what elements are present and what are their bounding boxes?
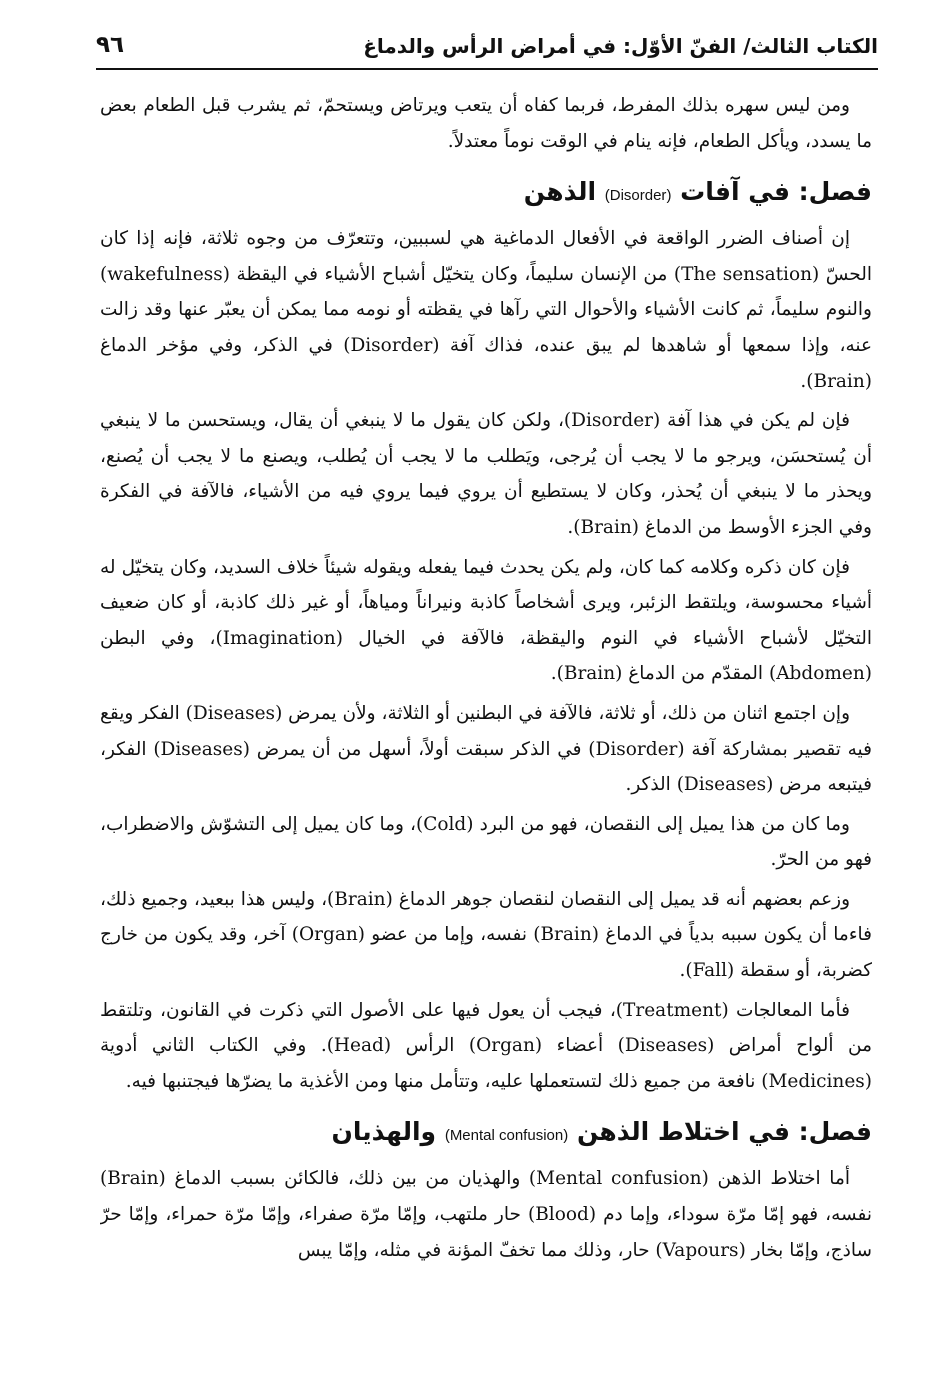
paragraph: إن أصناف الضرر الواقعة في الأفعال الدماغية هي لسببين، وتتعرّف من وجوه ثلاثة، فإنه إذا كان الحسّ (The sensation) من الإنسان سليماً، وكان يتخيّل أشباح الأشياء في اليقظة (wakefulness) والنوم سليماً، ثم كانت الأشياء والأحوال التي رآها في يقظته أو نومه مما يمكن أن يعبّر عنها وقد زالت عنه، وإذا سمعها أو شاهدها لم يبق عنده، فذاك آفة (Disorder) في الذكر، وفي مؤخر الدماغ (Brain). <box>100 228 872 392</box>
section-heading-text-end: الذهن <box>523 177 597 207</box>
section-heading-text: فصل: في آفات <box>680 177 872 207</box>
paragraph: فإن كان ذكره وكلامه كما كان، ولم يكن يحدث فيما يفعله ويقوله شيئاً خلاف السديد، وكان يتخيّل له أشياء محسوسة، ويلتقط الزئبر، ويرى أشخاصاً كاذبة ونيراناً ومياهاً، أو غير ذلك كاذبة، أو كان ضعيف التخيّل لأشباح الأشياء في النوم واليقظة، فالآفة في الخيال (Imagination)، وفي البطن (Abdomen) المقدّم من الدماغ (Brain). <box>100 556 872 685</box>
paragraph: فإن لم يكن في هذا آفة (Disorder)، ولكن كان يقول ما لا ينبغي أن يقال، ويستحسن ما لا ينبغي أن يُستحسَن، ويرجو ما لا يجب أن يُرجى، ويَطلب ما لا يجب أن يُطلب، ويصنع ما لا يجب أن يُصنع، ويحذر ما لا ينبغي أن يُحذر، وكان لا يستطيع أن يروي فيما يروي فيه من الأشياء، فالآفة في الفكرة وفي الجزء الأوسط من الدماغ (Brain). <box>100 410 872 538</box>
paragraph: فأما المعالجات (Treatment)، فيجب أن يعول فيها على الأصول التي ذكرت في القانون، وتلتقط من ألواح أمراض (Diseases) أعضاء (Organ) الرأس (Head). وفي الكتاب الثاني أدوية (Medicines) نافعة من جميع ذلك لتستعملها عليه، وتتأمل منها ومن الأغذية ما يضرّها فيجتنبها فيه. <box>100 999 872 1092</box>
paragraph: وما كان من هذا يميل إلى النقصان، فهو من البرد (Cold)، وما كان يميل إلى التشوّش والاضطراب، فهو من الحرّ. <box>100 813 872 871</box>
paragraph: ومن ليس سهره بذلك المفرط، فربما كفاه أن يتعب ويرتاض ويستحمّ، ثم يشرب قبل الطعام بعض ما يسدد، ويأكل الطعام، فإنه ينام في الوقت نوماً معتدلاً. <box>100 95 872 152</box>
page-number: ٩٦ <box>96 32 125 58</box>
page-header <box>96 30 878 70</box>
running-head: الكتاب الثالث/ الفنّ الأوّل: في أمراض الرأس والدماغ <box>363 34 878 58</box>
section-heading <box>100 1113 872 1155</box>
section-heading-english: (Disorder) <box>604 187 672 205</box>
section-heading-text-end: والهذيان <box>331 1117 437 1147</box>
page-body <box>100 88 872 1378</box>
paragraph: أما اختلاط الذهن (Mental confusion) والهذيان من بين ذلك، فالكائن بسبب الدماغ (Brain) نفسه، فهو إمّا مرّة سوداء، وإما دم (Blood) حار ملتهب، وإمّا مرّة صفراء، وإمّا مرّة حمراء، وإمّا حرّ ساذج، وإمّا بخار (Vapours) حار، وذلك مما تخفّ المؤنة في مثله، وإمّا يبس <box>100 1168 872 1261</box>
section-heading-text: فصل: في اختلاط الذهن <box>576 1117 872 1147</box>
header-rule <box>96 68 878 70</box>
section-heading-english: (Mental confusion) <box>444 1127 569 1145</box>
paragraph: وإن اجتمع اثنان من ذلك، أو ثلاثة، فالآفة في البطنين أو الثلاثة، ولأن يمرض (Diseases) الفكر ويقع فيه تقصير بمشاركة آفة (Disorder) في الذكر سبقت أولاً، أسهل من أن يمرض (Diseases) الفكر، فيتبعه مرض (Diseases) الذكر. <box>100 702 872 796</box>
paragraph: وزعم بعضهم أنه قد يميل إلى النقصان لنقصان جوهر الدماغ (Brain)، وليس هذا ببعيد، وجميع ذلك، فاءما أن يكون سببه بدياً في الدماغ (Brain) نفسه، وإما من عضو (Organ) آخر، وقد يكون من خارج كضربة، أو سقطة (Fall). <box>100 888 872 982</box>
section-heading <box>100 173 872 215</box>
